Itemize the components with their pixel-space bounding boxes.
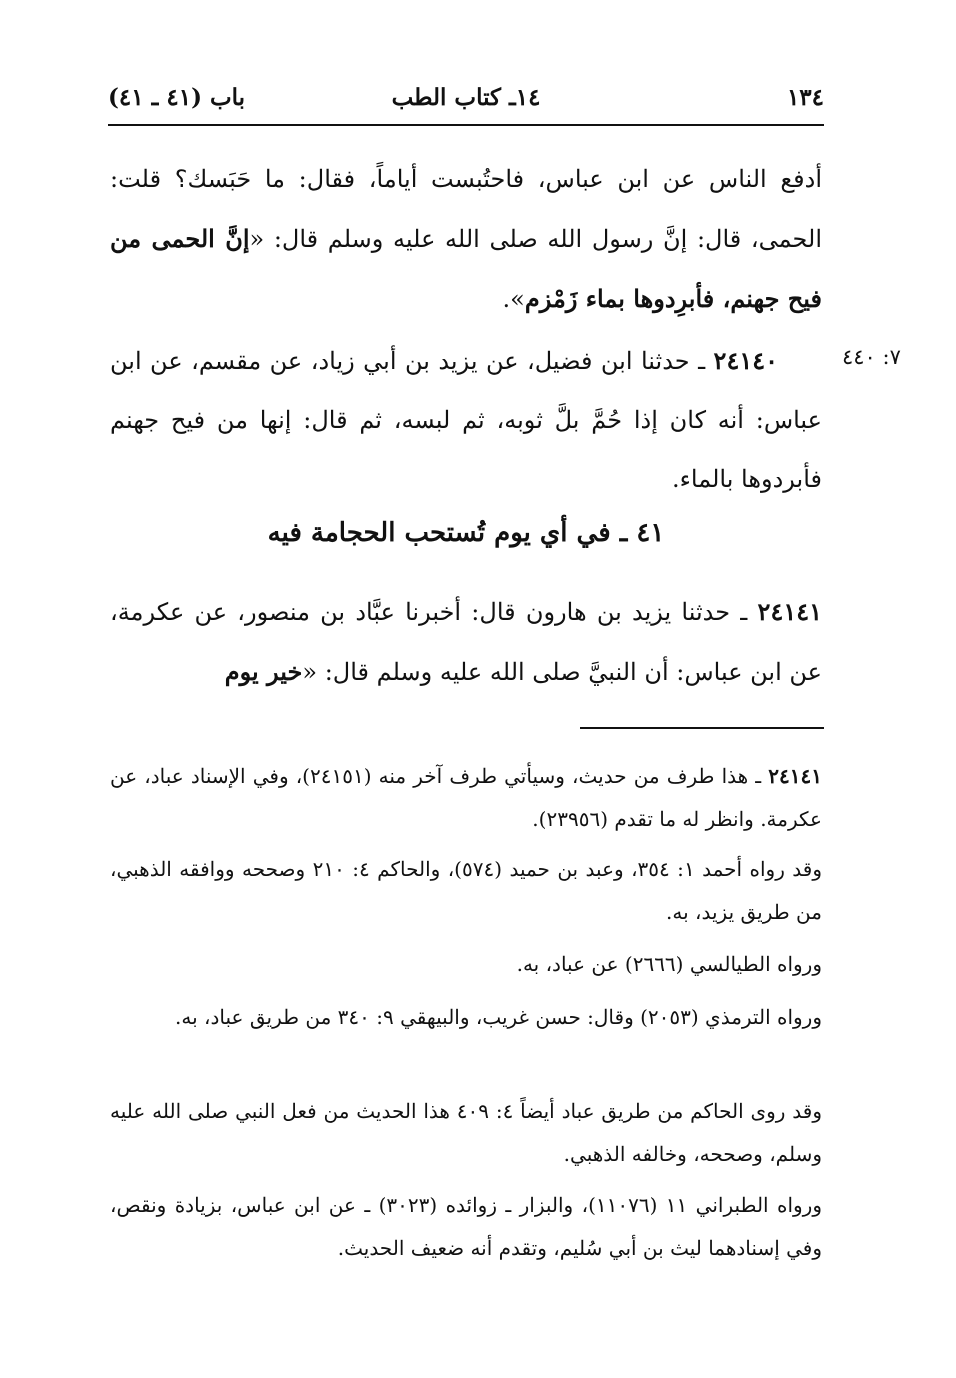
footnote: ورواه الطبراني ١١ (١١٠٧٦)، والبزار ـ زوائده (٣٠٢٣) ـ عن ابن عباس، بزيادة ونقص، وفي إسنادهما ليث بن أبي سُليم، وتقدم أنه ضعيف الحديث. — [110, 1193, 822, 1260]
footnote-number: ٢٤١٤١ — [768, 764, 823, 788]
footnote: ورواه الطيالسي (٢٦٦٦) عن عباد، به. — [516, 952, 822, 976]
header-rule — [108, 124, 824, 126]
continuation-end: ». — [502, 285, 525, 313]
footnote-rule — [580, 727, 824, 729]
hadith-24141 — [110, 582, 822, 702]
hadith-24140 — [110, 331, 822, 509]
footnote-text: ـ هذا طرف من حديث، وسيأتي طرف آخر منه (٢٤١٥١)، وفي الإسناد عباد، عن عكرمة. وانظر له ما تقدم (٢٣٩٥٦). — [110, 764, 822, 831]
footnote: ورواه الترمذي (٢٠٥٣) وقال: حسن غريب، والبيهقي ٩: ٣٤٠ من طريق عباد، به. — [175, 1005, 822, 1029]
footnote — [110, 755, 822, 841]
footnote: وقد روى الحاكم من طريق عباد أيضاً ٤: ٤٠٩ هذا الحديث من فعل النبي صلى الله عليه وسلم، وصححه، وخالفه الذهبي. — [110, 1099, 822, 1166]
hadith-text: ـ حدثنا ابن فضيل، عن يزيد بن أبي زياد، عن مقسم، عن ابن عباس: أنه كان إذا حُمَّ بلَّ ثوبه، ثم لبسه، ثم قال: إنها من فيح جهنم فأبردوها بالماء. — [110, 347, 822, 493]
hadith-text: ـ حدثنا يزيد بن هارون قال: أخبرنا عبَّاد بن منصور، عن عكرمة، عن ابن عباس: أن النبيَّ صلى الله عليه وسلم قال: « — [110, 598, 822, 686]
footnote: وقد رواه أحمد ١: ٣٥٤، وعبد بن حميد (٥٧٤)، والحاكم ٤: ٢١٠ وصححه ووافقه الذهبي، من طريق يزيد، به. — [110, 857, 822, 924]
prophetic-saying: إنَّ الحمى من فيح جهنم، فأبرِدوها بماء زَمْزم — [110, 224, 822, 313]
hadith-number: ٢٤١٤١ — [757, 597, 822, 626]
hadith-number: ٢٤١٤٠ — [713, 346, 778, 375]
chapter-title: ٤١ ـ في أي يوم تُستحب الحجامة فيه — [267, 518, 665, 548]
prophetic-saying: خير يوم — [224, 657, 303, 686]
continuation-text: أدفع الناس عن ابن عباس، فاحتُبست أياماً، فقال: ما حَبَسك؟ قلت: الحمى، قال: إنَّ رسول الله صلى الله عليه وسلم قال: « — [110, 165, 822, 253]
hadith-continuation — [110, 150, 822, 329]
book-title: ١٤ـ كتاب الطب — [391, 84, 541, 111]
chapter-range: باب (٤١ ـ ٤١) — [108, 84, 246, 111]
running-header — [108, 78, 824, 118]
page-number: ١٣٤ — [786, 84, 824, 111]
margin-reference: ٧: ٤٤٠ — [842, 345, 901, 369]
